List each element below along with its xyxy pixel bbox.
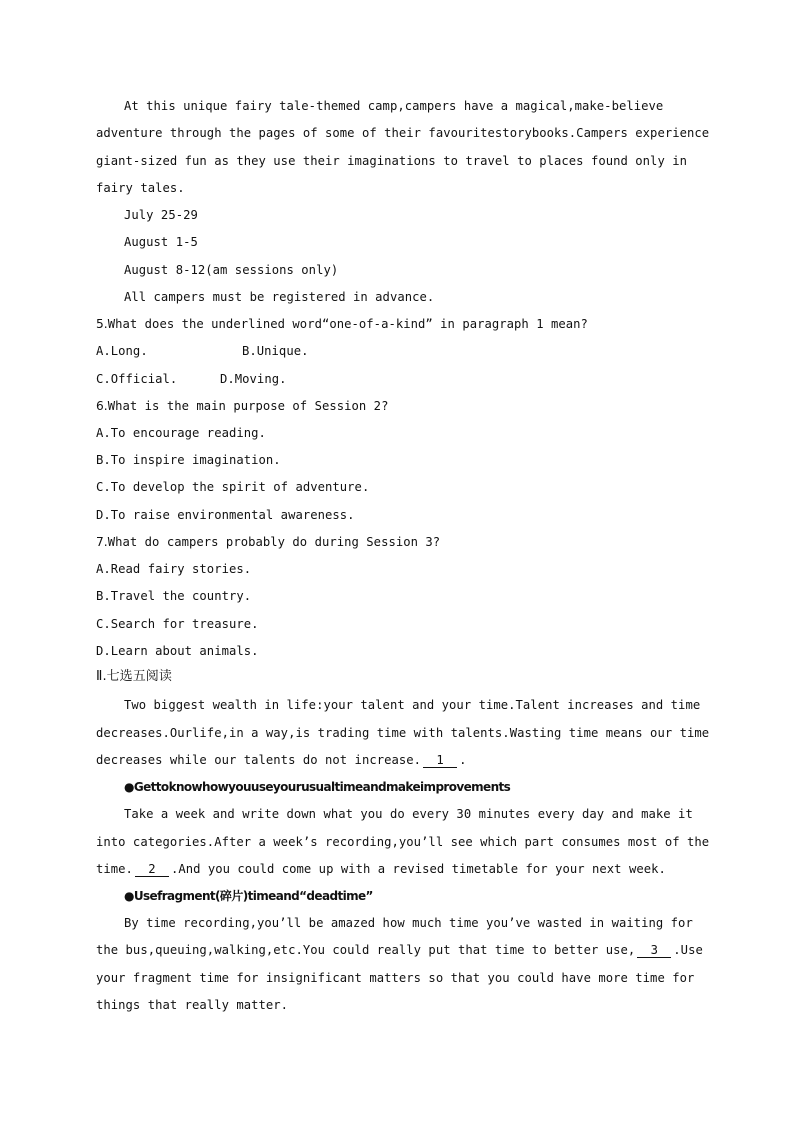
question-7	[96, 534, 696, 550]
passage-line: adventure through the pages of some of their favouritestorybooks.Campers experience	[96, 126, 710, 140]
option-b[interactable]: B.To inspire imagination.	[96, 453, 281, 467]
question-stem: What do campers probably do during Session 3?	[107, 535, 441, 549]
passage-line: decreases.Ourlife,in a way,is trading time with talents.Wasting time means our time	[96, 726, 710, 740]
answer-blank-3[interactable]: 3	[637, 944, 671, 958]
question-number: 6.	[96, 399, 108, 413]
punctuation: .	[459, 753, 467, 767]
option-d[interactable]: D.To raise environmental awareness.	[96, 508, 355, 522]
passage-line-with-blank	[96, 861, 696, 877]
question-number: 7.	[96, 535, 108, 549]
option-b[interactable]: B.Unique.	[242, 344, 309, 358]
answer-blank-1[interactable]: 1	[423, 754, 457, 768]
passage-text: .And you could come up with a revised timetable for your next week.	[170, 862, 666, 876]
option-a[interactable]: A.Read fairy stories.	[96, 562, 252, 576]
passage-line: By time recording,you’ll be amazed how much time you’ve wasted in waiting for	[124, 916, 693, 930]
option-c[interactable]: C.Official.	[96, 372, 178, 386]
bullet-heading-2: ●Usefragment(碎片)timeand“deadtime”	[124, 889, 373, 903]
passage-line: giant-sized fun as they use their imaginations to travel to places found only in	[96, 154, 687, 168]
camp-date: July 25-29	[124, 208, 198, 222]
option-row	[96, 343, 696, 359]
option-d[interactable]: D.Learn about animals.	[96, 644, 259, 658]
question-stem: What does the underlined word“one-of-a-kind” in paragraph 1 mean?	[107, 317, 588, 331]
passage-text: time.	[96, 862, 133, 876]
passage-line-with-blank	[96, 752, 696, 768]
passage-line: Take a week and write down what you do every 30 minutes every day and make it	[124, 807, 693, 821]
answer-blank-2[interactable]: 2	[135, 863, 169, 877]
option-row	[96, 371, 696, 387]
option-c[interactable]: C.Search for treasure.	[96, 617, 259, 631]
bullet-heading-1: ●Gettoknowhowyouuseyourusualtimeandmakeimprovements	[124, 780, 511, 794]
passage-text: .Use	[673, 943, 703, 957]
passage-line: into categories.After a week’s recording,you’ll see which part consumes most of the	[96, 835, 710, 849]
passage-line: your fragment time for insignificant matters so that you could have more time for	[96, 971, 695, 985]
registration-note: All campers must be registered in advance.	[124, 290, 435, 304]
option-d[interactable]: D.Moving.	[220, 372, 287, 386]
passage-line: fairy tales.	[96, 181, 185, 195]
camp-date: August 8-12(am sessions only)	[124, 263, 339, 277]
passage-line-with-blank	[96, 942, 703, 958]
camp-date: August 1-5	[124, 235, 198, 249]
option-c[interactable]: C.To develop the spirit of adventure.	[96, 480, 370, 494]
option-a[interactable]: A.Long.	[96, 344, 148, 358]
passage-text: decreases while our talents do not increase.	[96, 753, 422, 767]
passage-text: the bus,queuing,walking,etc.You could really put that time to better use,	[96, 943, 636, 957]
question-5	[96, 316, 696, 332]
question-stem: What is the main purpose of Session 2?	[107, 399, 389, 413]
question-number: 5.	[96, 317, 108, 331]
passage-line: things that really matter.	[96, 998, 289, 1012]
option-a[interactable]: A.To encourage reading.	[96, 426, 266, 440]
passage-line: At this unique fairy tale-themed camp,campers have a magical,make-believe	[124, 99, 664, 113]
passage-line: Two biggest wealth in life:your talent and your time.Talent increases and time	[124, 698, 701, 712]
question-6	[96, 398, 696, 414]
option-b[interactable]: B.Travel the country.	[96, 589, 252, 603]
section-heading: Ⅱ.七选五阅读	[96, 669, 172, 684]
